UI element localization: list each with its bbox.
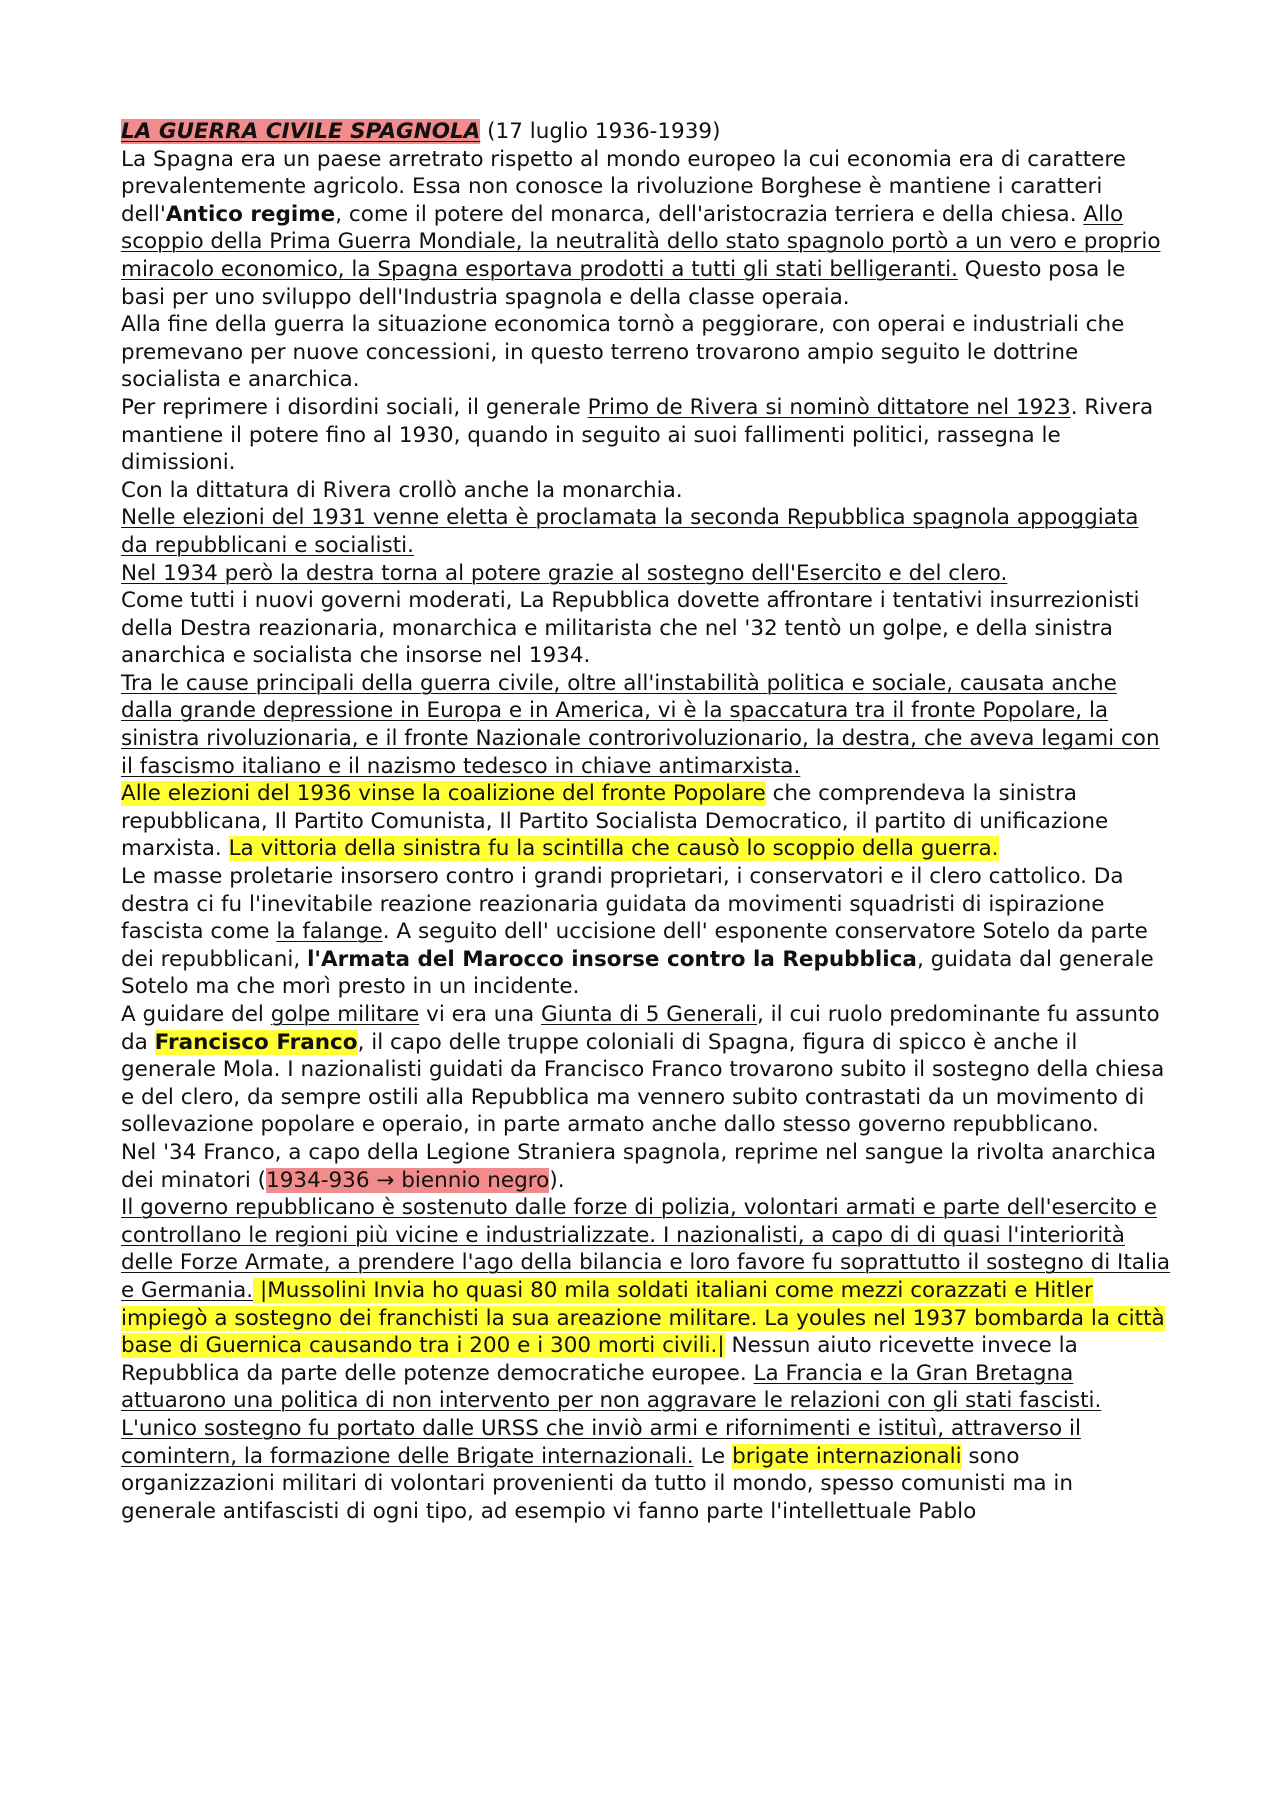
paragraph-1 xyxy=(121,146,1171,312)
text-span: che comprendeva la sinistra repubblicana, Il Partito Comunista, Il Partito Socialista Democratico, il partito di unificazione marxista. xyxy=(121,781,1109,862)
paragraph-3 xyxy=(121,394,1171,477)
highlighted-text: La vittoria della sinistra fu la scintilla che causò lo scoppio della guerra. xyxy=(228,836,999,862)
paragraph-13 xyxy=(121,1194,1171,1525)
paragraph-2: Alla fine della guerra la situazione economica tornò a peggiorare, con operai e industriali che premevano per nuove concessioni, in questo terreno trovarono ampio seguito le dottrine socialista e anarchica. xyxy=(121,312,1125,393)
underlined-text: Giunta di 5 Generali xyxy=(541,1002,758,1027)
text-span: . A seguito dell' uccisione dell' esponente conservatore Sotelo da parte dei repubblicani, xyxy=(121,919,1148,972)
text-span: Nessun aiuto ricevette invece la Repubblica da parte delle potenze democratiche europee. xyxy=(121,1333,1078,1386)
highlighted-bold-term: Francisco Franco xyxy=(154,1029,358,1055)
underlined-text: Primo de Rivera si nominò dittatore nel 1923 xyxy=(587,394,1071,420)
underlined-text: Allo scoppio della Prima Guerra Mondiale, la neutralità dello stato spagnolo portò a un vero e proprio miracolo economico, la Spagna esportava prodotti a tutti gli stati belligeranti. xyxy=(121,201,1161,282)
text-span: Per reprimere i disordini sociali, il generale xyxy=(121,394,588,420)
title-dates: (17 luglio 1936-1939) xyxy=(480,119,721,144)
red-highlighted-text: 1934-936 → biennio negro xyxy=(266,1167,550,1193)
text-span: , come il potere del monarca, dell'aristocrazia terriera e della chiesa. xyxy=(335,201,1084,227)
bold-term: l'Armata del Marocco insorse contro la Repubblica xyxy=(307,946,917,972)
text-span: Questo posa le basi per uno sviluppo dell'Industria spagnola e della classe operaia. xyxy=(121,256,1126,310)
underlined-text: La Francia e la Gran Bretagna attuarono una politica di non intervento per non aggravare le relazioni con gli stati fascisti. L'unico sostegno fu portato dalle URSS che inviò armi e rifornimenti e istituì, attraverso il comintern, la formazione delle Brigate internazionali. xyxy=(121,1360,1102,1469)
bold-term: Antico regime xyxy=(165,201,336,227)
underlined-text: Nelle elezioni del 1931 venne eletta è proclamata la seconda Repubblica spagnola appoggiata da repubblicani e socialisti. xyxy=(121,505,1139,558)
page-title: LA GUERRA CIVILE SPAGNOLA xyxy=(121,119,481,144)
paragraph-11 xyxy=(121,1001,1171,1139)
paragraph-7: Come tutti i nuovi governi moderati, La Repubblica dovette affrontare i tentativi insurrezionisti della Destra reazionaria, monarchica e militarista che nel '32 tentò un golpe, e della sinistra anarchica e socialista che insorse nel 1934. xyxy=(121,588,1140,669)
underlined-text: Tra le cause principali della guerra civile, oltre all'instabilità politica e sociale, causata anche dalla grande depressione in Europa e in America, vi è la spaccatura tra il fronte Popolare, la sinistra rivoluzionaria, e il fronte Nazionale controrivoluzionario, la destra, che aveva legami con il fascismo italiano e il nazismo tedesco in chiave antimarxista. xyxy=(121,670,1160,779)
text-span: vi era una xyxy=(419,1002,542,1027)
document-page xyxy=(121,118,1171,1525)
text-span: sono organizzazioni militari di volontari provenienti da tutto il mondo, spesso comunisti ma in generale antifascisti di ogni tipo, ad esempio vi fanno parte l'intellettuale Pablo xyxy=(121,1443,1074,1524)
paragraph-8 xyxy=(121,670,1171,780)
highlighted-text: |Mussolini Invia ho quasi 80 mila soldati italiani come mezzi corazzati e Hitler impiegò a sostegno dei franchisti la sua areazione militare. La youles nel 1937 bombarda la città base di Guernica causando tra i 200 e i 300 morti civili.| xyxy=(121,1277,1165,1359)
text-span: Nel '34 Franco, a capo della Legione Straniera spagnola, reprime nel sangue la rivolta anarchica dei minatori ( xyxy=(121,1139,1157,1193)
paragraph-4: Con la dittatura di Rivera crollò anche la monarchia. xyxy=(121,477,683,503)
text-span: Le masse proletarie insorsero contro i grandi proprietari, i conservatori e il clero cattolico. Da destra ci fu l'inevitabile reazione reazionaria guidata da movimenti squadristi di ispirazione fascista come xyxy=(121,864,1124,945)
text-span: A guidare del xyxy=(121,1002,271,1027)
text-span: ). xyxy=(549,1167,565,1193)
text-span: La Spagna era un paese arretrato rispetto al mondo europeo la cui economia era di carattere prevalentemente agricolo. Essa non conosce la rivoluzione Borghese è mantiene i caratteri dell' xyxy=(121,146,1126,227)
paragraph-5 xyxy=(121,504,1171,559)
underlined-text: golpe militare xyxy=(270,1002,420,1027)
paragraph-9 xyxy=(121,780,1171,863)
underlined-text: Il governo repubblicano è sostenuto dalle forze di polizia, volontari armati e parte dell'esercito e controllano le regioni più vicine e industrializzate. I nazionalisti, a capo di di quasi l'interiorità delle Forze Armate, a prendere l'ago della bilancia e loro favore fu soprattutto il sostegno di Italia e Germania. xyxy=(121,1195,1171,1303)
highlighted-text: Alle elezioni del 1936 vinse la coalizione del fronte Popolare xyxy=(121,781,766,807)
underlined-text: la falange xyxy=(276,919,383,945)
text-span: , il capo delle truppe coloniali di Spagna, figura di spicco è anche il generale Mola. I nazionalisti guidati da Francisco Franco trovarono subito il sostegno della chiesa e del clero, da sempre ostili alla Repubblica ma vennero subito contrastati da un movimento di sollevazione popolare e operaio, in parte armato anche dallo stesso governo repubblicano. xyxy=(121,1029,1165,1138)
text-span: , guidata dal generale Sotelo ma che morì presto in un incidente. xyxy=(121,946,1154,1000)
underlined-text: Nel 1934 però la destra torna al potere grazie al sostegno dell'Esercito e del clero. xyxy=(121,560,1008,586)
paragraph-6 xyxy=(121,560,1171,588)
paragraph-10 xyxy=(121,863,1171,1001)
title-line xyxy=(121,118,1171,146)
text-span: Le xyxy=(693,1443,733,1469)
text-span: . Rivera mantiene il potere fino al 1930, quando in seguito ai suoi fallimenti politici, rassegna le dimissioni. xyxy=(121,394,1154,476)
text-span: , il cui ruolo predominante fu assunto da xyxy=(121,1002,1160,1055)
highlighted-text: brigate internazionali xyxy=(732,1443,962,1469)
paragraph-12 xyxy=(121,1139,1171,1194)
